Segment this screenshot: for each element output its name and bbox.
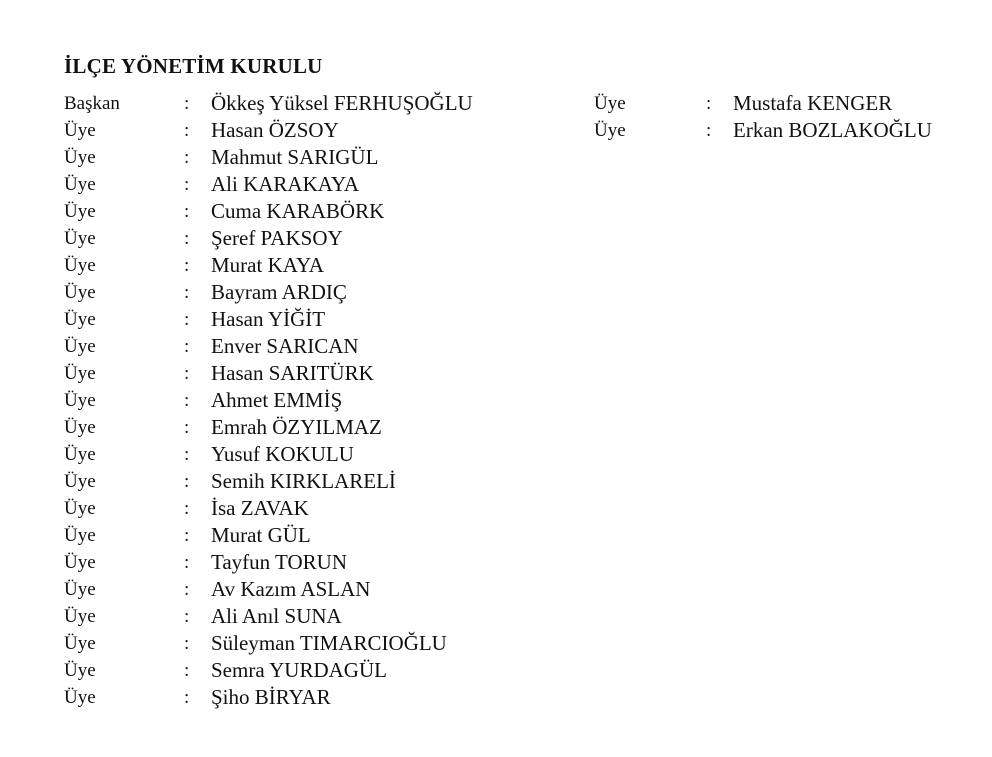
member-row bbox=[64, 252, 584, 279]
member-row bbox=[64, 333, 584, 360]
member-row bbox=[64, 549, 584, 576]
separator-colon: : bbox=[184, 498, 190, 519]
member-role: Üye bbox=[64, 309, 96, 330]
member-role: Üye bbox=[64, 363, 96, 384]
member-name: Av Kazım ASLAN bbox=[211, 577, 371, 601]
member-row bbox=[64, 306, 584, 333]
member-row bbox=[64, 117, 584, 144]
separator-colon: : bbox=[184, 255, 190, 276]
member-role: Üye bbox=[64, 174, 96, 195]
member-row bbox=[64, 603, 584, 630]
member-name: Mustafa KENGER bbox=[733, 91, 893, 115]
separator-colon: : bbox=[184, 363, 190, 384]
member-name: İsa ZAVAK bbox=[211, 496, 309, 520]
member-name: Süleyman TIMARCIOĞLU bbox=[211, 631, 447, 655]
separator-colon: : bbox=[184, 525, 190, 546]
member-name: Ali Anıl SUNA bbox=[211, 604, 342, 628]
separator-colon: : bbox=[184, 309, 190, 330]
member-row bbox=[64, 684, 584, 711]
member-row bbox=[64, 225, 584, 252]
member-name: Murat KAYA bbox=[211, 253, 324, 277]
separator-colon: : bbox=[184, 390, 190, 411]
member-role: Üye bbox=[64, 147, 96, 168]
member-role: Üye bbox=[64, 687, 96, 708]
separator-colon: : bbox=[184, 147, 190, 168]
member-row bbox=[64, 441, 584, 468]
member-name: Mahmut SARIGÜL bbox=[211, 145, 379, 169]
member-name: Semra YURDAGÜL bbox=[211, 658, 387, 682]
member-role: Üye bbox=[64, 525, 96, 546]
member-name: Şeref PAKSOY bbox=[211, 226, 343, 250]
member-name: Şiho BİRYAR bbox=[211, 685, 331, 709]
member-row bbox=[64, 630, 584, 657]
separator-colon: : bbox=[184, 660, 190, 681]
member-role: Üye bbox=[64, 633, 96, 654]
member-role: Üye bbox=[64, 417, 96, 438]
member-role: Üye bbox=[594, 93, 626, 114]
separator-colon: : bbox=[184, 336, 190, 357]
member-role: Üye bbox=[64, 498, 96, 519]
member-role: Üye bbox=[64, 660, 96, 681]
separator-colon: : bbox=[184, 687, 190, 708]
member-role: Üye bbox=[64, 228, 96, 249]
member-role: Üye bbox=[64, 579, 96, 600]
member-row bbox=[64, 171, 584, 198]
member-row bbox=[64, 279, 584, 306]
separator-colon: : bbox=[184, 471, 190, 492]
member-role: Başkan bbox=[64, 93, 120, 114]
member-name: Ahmet EMMİŞ bbox=[211, 388, 343, 412]
member-role: Üye bbox=[594, 120, 626, 141]
member-row bbox=[64, 495, 584, 522]
member-role: Üye bbox=[64, 282, 96, 303]
member-name: Murat GÜL bbox=[211, 523, 311, 547]
separator-colon: : bbox=[184, 552, 190, 573]
member-row bbox=[64, 522, 584, 549]
member-name: Yusuf KOKULU bbox=[211, 442, 354, 466]
separator-colon: : bbox=[706, 93, 712, 114]
member-name: Cuma KARABÖRK bbox=[211, 199, 385, 223]
member-row bbox=[64, 576, 584, 603]
separator-colon: : bbox=[184, 201, 190, 222]
member-role: Üye bbox=[64, 336, 96, 357]
member-row bbox=[64, 144, 584, 171]
member-name: Hasan SARITÜRK bbox=[211, 361, 374, 385]
member-row bbox=[594, 117, 984, 144]
member-row bbox=[64, 414, 584, 441]
members-list-right bbox=[594, 90, 984, 144]
separator-colon: : bbox=[184, 93, 190, 114]
member-role: Üye bbox=[64, 201, 96, 222]
member-role: Üye bbox=[64, 390, 96, 411]
member-row bbox=[64, 657, 584, 684]
member-role: Üye bbox=[64, 444, 96, 465]
member-row bbox=[64, 198, 584, 225]
separator-colon: : bbox=[184, 444, 190, 465]
member-row bbox=[594, 90, 984, 117]
page-title: İLÇE YÖNETİM KURULU bbox=[64, 54, 323, 78]
separator-colon: : bbox=[184, 174, 190, 195]
member-name: Hasan YİĞİT bbox=[211, 307, 326, 331]
member-name: Erkan BOZLAKOĞLU bbox=[733, 118, 932, 142]
member-role: Üye bbox=[64, 255, 96, 276]
separator-colon: : bbox=[184, 417, 190, 438]
member-row bbox=[64, 468, 584, 495]
member-name: Semih KIRKLARELİ bbox=[211, 469, 396, 493]
member-name: Enver SARICAN bbox=[211, 334, 359, 358]
member-name: Ökkeş Yüksel FERHUŞOĞLU bbox=[211, 91, 473, 115]
member-role: Üye bbox=[64, 552, 96, 573]
member-row bbox=[64, 360, 584, 387]
separator-colon: : bbox=[184, 633, 190, 654]
separator-colon: : bbox=[184, 579, 190, 600]
separator-colon: : bbox=[184, 282, 190, 303]
members-list-left bbox=[64, 90, 584, 711]
member-name: Tayfun TORUN bbox=[211, 550, 347, 574]
member-role: Üye bbox=[64, 471, 96, 492]
separator-colon: : bbox=[184, 228, 190, 249]
separator-colon: : bbox=[184, 120, 190, 141]
member-row bbox=[64, 387, 584, 414]
member-name: Emrah ÖZYILMAZ bbox=[211, 415, 382, 439]
member-name: Bayram ARDIÇ bbox=[211, 280, 347, 304]
separator-colon: : bbox=[184, 606, 190, 627]
member-row bbox=[64, 90, 584, 117]
member-name: Hasan ÖZSOY bbox=[211, 118, 339, 142]
member-name: Ali KARAKAYA bbox=[211, 172, 359, 196]
member-role: Üye bbox=[64, 120, 96, 141]
member-role: Üye bbox=[64, 606, 96, 627]
separator-colon: : bbox=[706, 120, 712, 141]
